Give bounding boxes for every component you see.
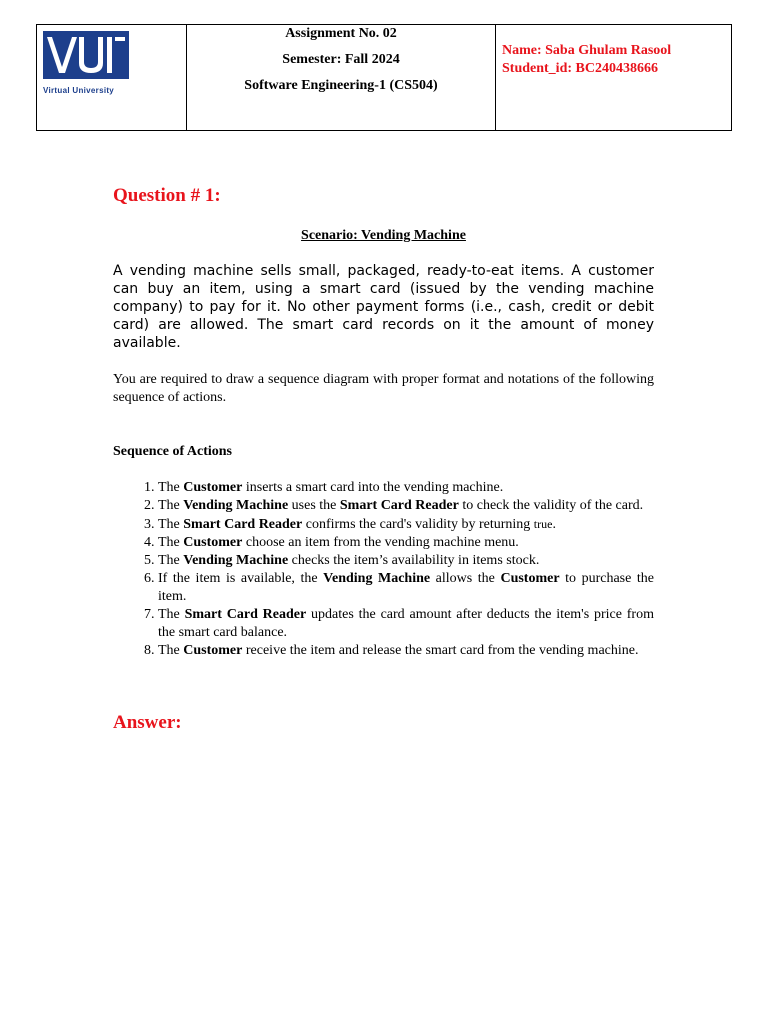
assignment-info-cell xyxy=(187,25,496,131)
action-text: uses the xyxy=(288,498,340,513)
scenario-title: Scenario: Vending Machine xyxy=(301,228,466,243)
semester: Semester: Fall 2024 xyxy=(282,52,400,67)
action-text: receive the item and release the smart card from the vending machine. xyxy=(242,643,639,658)
actor-name: Customer xyxy=(183,643,243,658)
logo-cell xyxy=(37,25,187,131)
scenario-paragraph: A vending machine sells small, packaged, ready-to-eat items. A customer can buy an item, using a smart card (issued by the vending machine company) to pay for it. No other payment forms (i.e., cash, credit or debit card) are allowed. The smart card records on it the amount of money available. xyxy=(113,263,654,351)
course-title: Software Engineering-1 (CS504) xyxy=(244,78,438,93)
logo-caption: Virtual University xyxy=(43,86,115,95)
student-name: Name: Saba Ghulam Rasool xyxy=(502,43,672,58)
actor-name: Customer xyxy=(500,571,560,586)
action-text: The xyxy=(158,535,184,550)
action-text: updates the card amount after deducts the item's price from the smart card balance. xyxy=(158,607,654,640)
answer-heading: Answer: xyxy=(113,712,182,733)
actor-name: Vending Machine xyxy=(183,553,289,568)
action-text: The xyxy=(158,553,184,568)
action-text: The xyxy=(158,517,184,532)
actor-name: Smart Card Reader xyxy=(184,607,307,622)
actor-name: Customer xyxy=(183,480,243,495)
student-info-cell xyxy=(496,25,732,131)
vu-logo-icon xyxy=(43,31,129,79)
university-logo xyxy=(43,31,129,95)
action-item xyxy=(158,552,654,570)
action-text: checks the item’s availability in items stock. xyxy=(288,553,540,568)
action-text: allows the xyxy=(430,571,501,586)
action-text: to purchase the item. xyxy=(158,571,654,604)
action-item xyxy=(158,534,654,552)
action-text: The xyxy=(158,498,184,513)
action-item xyxy=(158,515,654,534)
actions-list xyxy=(113,479,654,660)
action-text: inserts a smart card into the vending machine. xyxy=(242,480,504,495)
action-text: true xyxy=(533,517,553,531)
action-item xyxy=(158,642,654,660)
sequence-heading: Sequence of Actions xyxy=(113,444,232,459)
assignment-number: Assignment No. 02 xyxy=(285,26,397,41)
instruction-paragraph: You are required to draw a sequence diagram with proper format and notations of the following sequence of actions. xyxy=(113,372,654,405)
student-id: Student_id: BC240438666 xyxy=(502,61,658,76)
action-item xyxy=(158,479,654,497)
action-text: . xyxy=(552,517,556,532)
actor-name: Smart Card Reader xyxy=(183,517,303,532)
action-text: The xyxy=(158,607,185,622)
action-text: If the item is available, the xyxy=(158,571,324,586)
action-text: The xyxy=(158,480,184,495)
action-text: choose an item from the vending machine menu. xyxy=(242,535,519,550)
question-heading: Question # 1: xyxy=(113,185,221,206)
action-item xyxy=(158,606,654,642)
action-item xyxy=(158,497,654,515)
actor-name: Vending Machine xyxy=(183,498,289,513)
actor-name: Smart Card Reader xyxy=(339,498,459,513)
action-text: confirms the card's validity by returning xyxy=(302,517,534,532)
actor-name: Vending Machine xyxy=(323,571,431,586)
actor-name: Customer xyxy=(183,535,243,550)
action-text: The xyxy=(158,643,184,658)
action-item xyxy=(158,570,654,606)
header-table xyxy=(36,24,732,131)
action-text: to check the validity of the card. xyxy=(458,498,644,513)
